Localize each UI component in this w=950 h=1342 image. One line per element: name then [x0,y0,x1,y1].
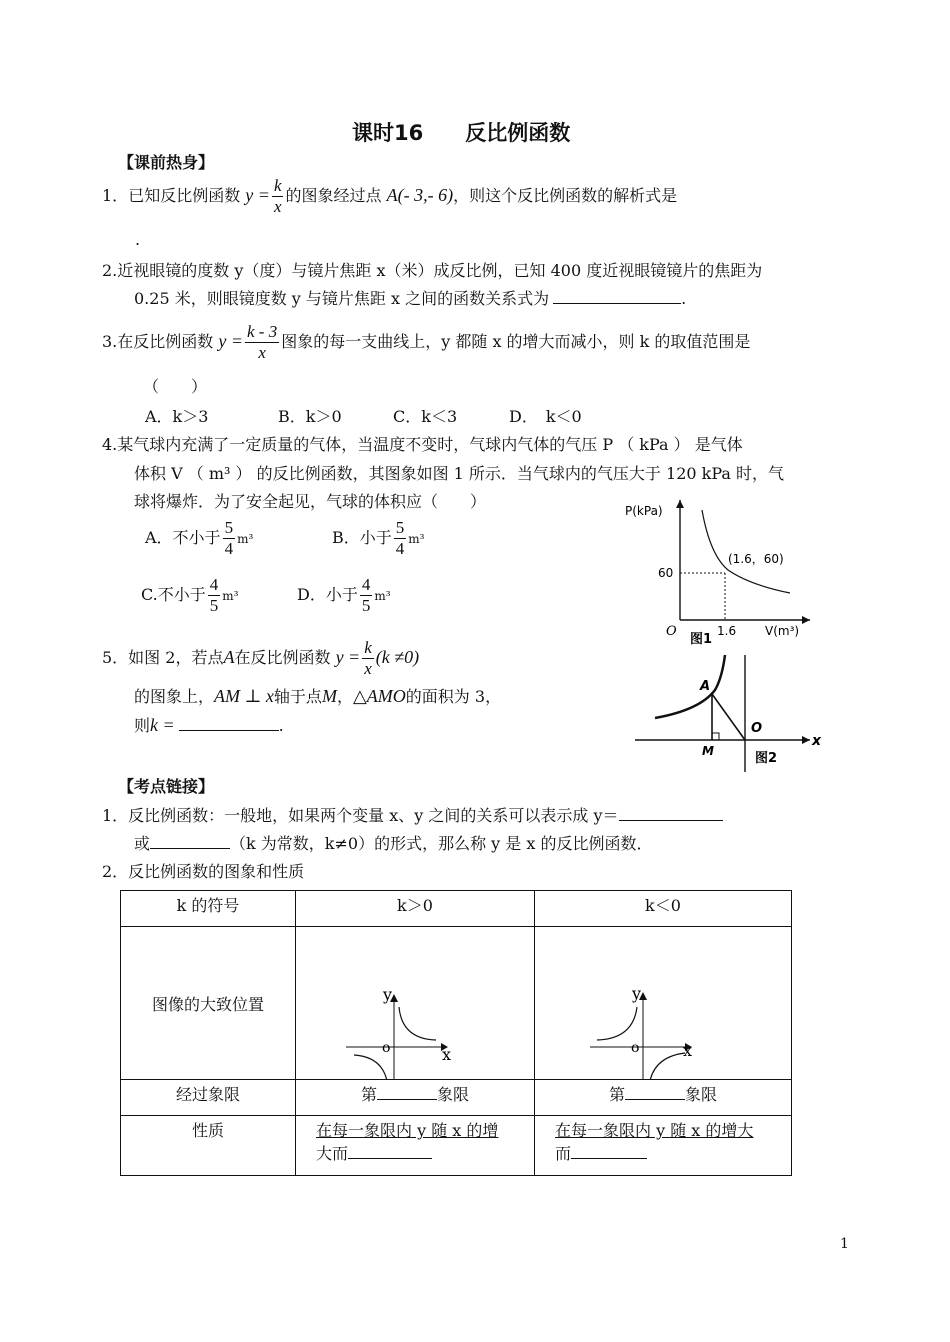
g2-y-label: y [632,984,642,1003]
fig2-A: A [700,679,711,694]
question-5-line2: 的图象上，AM ⊥ x轴于点M，△AMO的面积为 3， [134,686,502,706]
th-k-sign: k 的符号 [121,891,296,927]
fig2-right-angle [712,733,719,740]
question-4-line3: 球将爆炸．为了安全起见，气球的体积应（ ） [134,492,487,511]
question-4-line1: 4.某气球内充满了一定质量的气体，当温度不变时，气球内气体的气压 P （ kPa ） 是气体 [102,435,743,454]
answer-blank[interactable] [348,1144,432,1159]
link-1-line2: 或 （k 为常数，k≠0）的形式，那么称 y 是 x 的反比例函数． [134,834,653,853]
th-k-positive: k＞0 [296,891,535,927]
fig2-curve [655,655,725,718]
question-5-line3: 则k = . [134,715,284,735]
g2-curve-q2 [597,1007,637,1040]
fig1-x-arrow [802,616,810,624]
fig2-O: O [751,721,763,736]
fig1-caption: 图1 [690,632,713,645]
link-1-line1: 1．反比例函数：一般地，如果两个变量 x、y 之间的关系可以表示成 y＝ [102,803,723,826]
answer-blank[interactable] [150,834,230,849]
graph-k-negative [535,927,792,1080]
fig1-origin: O [666,624,677,639]
fig2-x-arrow [802,736,810,744]
question-1-end: . [135,230,141,249]
g2-origin: o [631,1040,640,1056]
q3-option-b: B．k＞0 [278,407,342,426]
section-links-heading: 【考点链接】 [118,777,215,796]
answer-blank[interactable] [625,1085,685,1100]
page-number: 1 [840,1236,849,1252]
answer-blank[interactable] [553,289,681,304]
graph-k-positive [296,927,535,1080]
answer-blank[interactable] [571,1144,647,1159]
property-k-negative: 在每一象限内 y 随 x 的增大 而 [535,1116,792,1176]
g1-x-label: x [442,1045,452,1064]
answer-blank[interactable] [179,716,279,731]
quadrant-k-negative: 第 象限 [535,1080,792,1116]
fig2-M: M [702,744,714,758]
g1-curve-q1 [399,1007,436,1040]
fig2-x: x [812,733,822,749]
fig1-xval: 1.6 [717,624,737,638]
question-2-line2: 0.25 米，则眼镜度数 y 与镜片焦距 x 之间的函数关系式为 . [134,289,687,308]
q3-option-c: C．k＜3 [393,407,458,426]
fig1-y-arrow [676,500,684,508]
g2-x-label: x [683,1041,693,1060]
property-table [120,890,792,1176]
th-k-negative: k＜0 [535,891,792,927]
fig1-yval: 60 [658,566,674,580]
page-title: 课时16 反比例函数 [352,121,571,145]
question-3-paren: （ ） [143,377,208,396]
q4-option-b: B．小于 $\frac{5}{4}$ m³ [332,518,425,558]
row-property-label: 性质 [121,1116,296,1176]
q4-option-a: A．不小于 $\frac{5}{4}$ m³ [145,518,254,558]
q3-option-d: D． k＜0 [509,407,582,426]
section-warmup-heading: 【课前热身】 [118,153,215,172]
fig1-point-label: (1.6，60) [728,552,784,566]
property-k-positive: 在每一象限内 y 随 x 的增 大而 [296,1116,535,1176]
question-3: 3.在反比例函数 y = $\frac{k - 3}{x}$ 图象的每一支曲线上，y 都随 x 的增大而减小，则 k 的取值范围是 [102,322,751,362]
q4-option-d: D．小于 $\frac{4}{5}$ m³ [297,575,391,615]
g2-curve-q4 [649,1053,685,1079]
g1-curve-q3 [354,1055,388,1079]
fig2-caption: 图2 [755,751,778,766]
question-2-line1: 2.近视眼镜的度数 y（度）与镜片焦距 x（米）成反比例，已知 400 度近视眼镜镜片的焦距为 [102,261,763,280]
figure-2 [630,650,830,775]
answer-blank[interactable] [619,806,723,821]
figure-1 [620,495,820,645]
row-quadrant-label: 经过象限 [121,1080,296,1116]
quadrant-k-positive: 第 象限 [296,1080,535,1116]
row-position-label: 图像的大致位置 [121,927,296,1080]
g1-y-label: y [383,985,393,1004]
question-1: 1．已知反比例函数 y = $\frac{k}{x}$ 的图象经过点 A(- 3,- 6)，则这个反比例函数的解析式是 [102,176,678,216]
link-2: 2．反比例函数的图象和性质 [102,862,305,881]
question-4-line2: 体积 V （ m³ ） 的反比例函数，其图象如图 1 所示．当气球内的气压大于 120 kPa 时，气 [134,464,785,483]
q3-option-a: A．k＞3 [145,407,209,426]
question-5-line1: 5．如图 2，若点A在反比例函数 y = $\frac{k}{x}$ (k ≠0) [102,638,420,678]
q4-option-c: C.不小于 $\frac{4}{5}$ m³ [141,575,239,615]
answer-blank[interactable] [377,1085,437,1100]
fig1-xlabel: V(m³) [765,624,800,638]
g1-origin: o [382,1040,391,1056]
fig1-ylabel: P(kPa) [625,504,663,518]
